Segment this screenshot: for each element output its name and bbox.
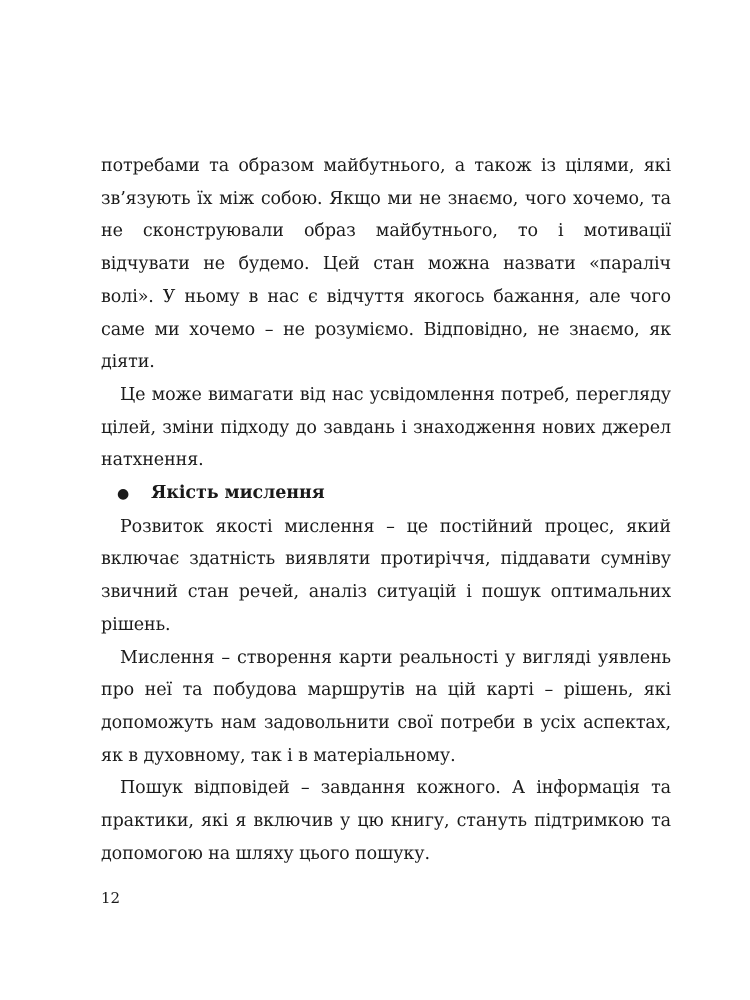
paragraph-motivation: Це може вимагати від нас усвідомлення потреб, перегляду цілей, зміни підходу до завдань і знаходження нових джерел натхнення. [101,384,671,471]
bullet-icon: ● [117,486,130,503]
paragraph-continuation: потребами та образом майбутнього, а також із цілями, які зв’язують їх між собою. Якщо ми не знаємо, чого хочемо, та не сконструювали образ майбутнього, то і мотивації відчувати не будемо. Цей стан можна назвати «параліч волі». У ньому в нас є відчуття якогось бажання, але чого саме ми хочемо – не розуміємо. Відповідно, не знаємо, як діяти. [101,156,671,373]
paragraph-thinking-definition: Мислення – створення карти реальності у вигляді уявлень про неї та побудова маршрутів на цій карті – рішень, які допоможуть нам задовольнити свої потреби в усіх аспектах, як в духовному, так і в матеріальному. [101,647,671,766]
body-text [101,150,671,870]
paragraph-search-answers: Пошук відповідей – завдання кожного. А інформація та практики, які я включив у цю книгу, стануть підтримкою та допомогою на шляху цього пошуку. [101,778,671,864]
paragraph-thinking-development: Розвиток якості мислення – це постійний процес, який включає здатність виявляти протиріччя, піддавати сумніву звичний стан речей, аналіз ситуацій і пошук оптимальних рішень. [101,516,671,635]
section-heading-label: Якість мислення [151,483,325,504]
page-number: 12 [101,889,121,907]
section-heading-thinking-quality [101,477,671,511]
